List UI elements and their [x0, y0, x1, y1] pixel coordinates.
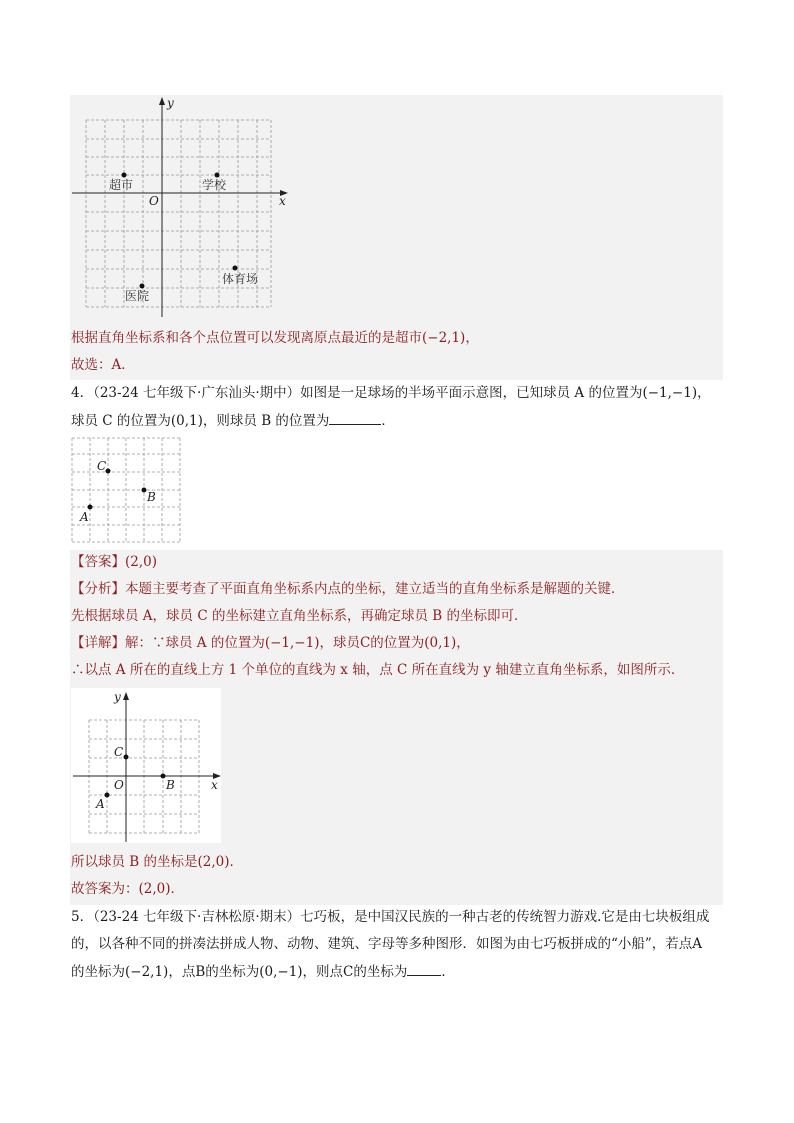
y-axis-arrow [123, 692, 129, 700]
question-4-text: 球员 C 的位置为(0,1)，则球员 B 的位置为 [71, 413, 330, 429]
question-4-end: ． [381, 413, 395, 429]
school-point [215, 173, 220, 178]
detail-text: 解：∵球员 A 的位置为(−1,−1)，球员C的位置为(0,1)， [125, 635, 470, 651]
question-4-line-1: 4．（23-24 七年级下·广东汕头·期中）如图是一足球场的半场平面示意图，已知球员 A 的位置为(−1,−1)， [71, 385, 711, 401]
explanation-line: 根据直角坐标系和各个点位置可以发现离原点最近的是超市(−2,1)， [71, 330, 479, 346]
hospital-label: 医院 [125, 289, 150, 303]
detail-line-2: ∴以点 A 所在的直线上方 1 个单位的直线为 x 轴，点 C 所在直线为 y 轴建立直角坐标系，如图所示． [71, 662, 685, 678]
question-5-line-3 [71, 961, 455, 982]
soccer-grid-figure [70, 436, 184, 544]
player-b-label: B [147, 490, 156, 504]
analysis-text: 本题主要考查了平面直角坐标系内点的坐标，建立适当的直角坐标系是解题的关键． [125, 581, 625, 597]
point-b [161, 774, 166, 779]
point-c [124, 755, 129, 760]
question-5-end: ． [441, 964, 455, 980]
stadium-label: 体育场 [222, 272, 259, 286]
place-map-figure [68, 95, 298, 320]
y-axis-label: y [167, 96, 174, 110]
point-a [105, 793, 110, 798]
player-a-label: A [80, 510, 89, 524]
final-answer-line: 故答案为：(2,0)． [71, 881, 185, 897]
analysis-tag: 【分析】 [71, 581, 125, 597]
y-axis-label: y [114, 690, 121, 704]
point-c-label: C [114, 745, 124, 759]
x-axis-label: x [211, 778, 218, 792]
player-c-point [106, 469, 111, 474]
supermarket-point [122, 173, 127, 178]
question-5-line-1: 5．（23-24 七年级下·吉林松原·期末）七巧板，是中国汉民族的一种古老的传统智力游戏.它是由七块板组成 [71, 909, 710, 925]
player-b-point [142, 488, 147, 493]
question-5-line-2: 的，以各种不同的拼凑法拼成人物、动物、建筑、字母等多种图形．如图为由七巧板拼成的“小船”，若点A [71, 936, 703, 952]
detail-tag: 【详解】 [71, 635, 125, 651]
result-line: 所以球员 B 的坐标是(2,0)． [71, 854, 244, 870]
x-axis-label: x [279, 194, 286, 208]
answer-blank [329, 410, 381, 425]
analysis-line-1 [71, 579, 625, 599]
hospital-point [140, 284, 145, 289]
origin-label: O [149, 194, 159, 208]
detail-line-1 [71, 633, 470, 653]
player-c-label: C [97, 459, 107, 473]
school-label: 学校 [202, 178, 227, 192]
point-a-label: A [96, 797, 105, 811]
point-b-label: B [166, 778, 175, 792]
answer-blank [407, 961, 441, 976]
supermarket-label: 超市 [109, 178, 134, 192]
choice-line: 故选：A． [71, 357, 135, 373]
stadium-point [233, 266, 238, 271]
answer-line: 【答案】(2,0) [71, 554, 158, 570]
question-4-line-2 [71, 410, 395, 431]
analysis-line-2: 先根据球员 A，球员 C 的坐标建立直角坐标系，再确定球员 B 的坐标即可． [71, 608, 528, 624]
coordinate-solution-figure [71, 688, 223, 846]
question-5-text: 的坐标为(−2,1)，点B的坐标为(0,−1)，则点C的坐标为 [71, 964, 408, 980]
y-axis-arrow [159, 97, 165, 105]
player-a-point [88, 505, 93, 510]
origin-label: O [114, 778, 124, 792]
